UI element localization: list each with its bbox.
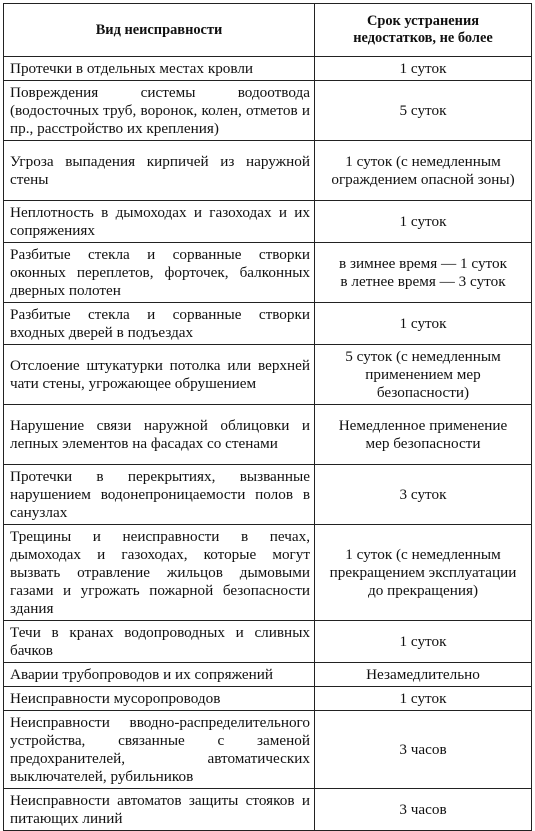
table-row (4, 405, 532, 465)
table-row (4, 525, 532, 621)
issue-cell: Угроза выпадения кирпичей из наружной стены (4, 141, 315, 201)
header-row (4, 4, 532, 57)
issue-cell: Разбитые стекла и сорванные створки оконных переплетов, форточек, балконных дверных полотен (4, 243, 315, 303)
table-row (4, 621, 532, 663)
issue-cell: Неисправности вводно-распределительного устройства, связанные с заменой предохранителей, автоматических выключателей, рубильников (4, 711, 315, 789)
issue-cell: Трещины и неисправности в печах, дымоходах и газоходах, которые могут вызвать отравление жильцов дымовыми газами и угрожать пожарной безопасности здания (4, 525, 315, 621)
issue-cell: Неплотность в дымоходах и газоходах и их сопряжениях (4, 201, 315, 243)
term-cell: 1 суток (с немедленным ограждением опасной зоны) (315, 141, 532, 201)
table-row (4, 243, 532, 303)
term-cell: 5 суток (с немедленным применением мер безопасности) (315, 345, 532, 405)
table-row (4, 687, 532, 711)
term-cell: 5 суток (315, 81, 532, 141)
issue-cell: Отслоение штукатурки потолка или верхней чати стены, угрожающее обрушением (4, 345, 315, 405)
term-cell (315, 243, 532, 303)
term-line-winter: в зимнее время — 1 суток (339, 254, 507, 272)
issue-cell: Разбитые стекла и сорванные створки входных дверей в подъездах (4, 303, 315, 345)
term-cell: Немедленное применение мер безопасности (315, 405, 532, 465)
term-cell: 1 суток (315, 201, 532, 243)
issue-cell: Нарушение связи наружной облицовки и лепных элементов на фасадах со стенами (4, 405, 315, 465)
term-cell: 1 суток (315, 303, 532, 345)
issue-cell: Неисправности автоматов защиты стояков и питающих линий (4, 789, 315, 831)
term-line-summer: в летнее время — 3 суток (340, 272, 506, 290)
table-row (4, 57, 532, 81)
term-cell: 1 суток (315, 687, 532, 711)
issue-cell: Неисправности мусоропроводов (4, 687, 315, 711)
term-cell: Незамедлительно (315, 663, 532, 687)
issue-cell: Течи в кранах водопроводных и сливных бачков (4, 621, 315, 663)
table-row (4, 141, 532, 201)
term-cell: 1 суток (315, 621, 532, 663)
table-row (4, 345, 532, 405)
table-row (4, 789, 532, 831)
header-fix-term: Срок устранения недостатков, не более (315, 4, 532, 57)
table-row (4, 663, 532, 687)
issue-cell: Повреждения системы водоотвода (водосточных труб, воронок, колен, отметов и пр., расстройство их крепления) (4, 81, 315, 141)
issue-cell: Протечки в перекрытиях, вызванные нарушением водонепроницаемости полов в санузлах (4, 465, 315, 525)
term-cell: 3 суток (315, 465, 532, 525)
term-cell: 1 суток (315, 57, 532, 81)
table-row (4, 303, 532, 345)
table-row (4, 465, 532, 525)
table-row (4, 711, 532, 789)
malfunctions-table (3, 3, 532, 831)
term-cell: 3 часов (315, 711, 532, 789)
term-cell: 1 суток (с немедленным прекращением эксплуатации до прекращения) (315, 525, 532, 621)
table-row (4, 201, 532, 243)
term-cell: 3 часов (315, 789, 532, 831)
table-row (4, 81, 532, 141)
header-malfunction-type: Вид неисправности (4, 4, 315, 57)
issue-cell: Аварии трубопроводов и их сопряжений (4, 663, 315, 687)
issue-cell: Протечки в отдельных местах кровли (4, 57, 315, 81)
